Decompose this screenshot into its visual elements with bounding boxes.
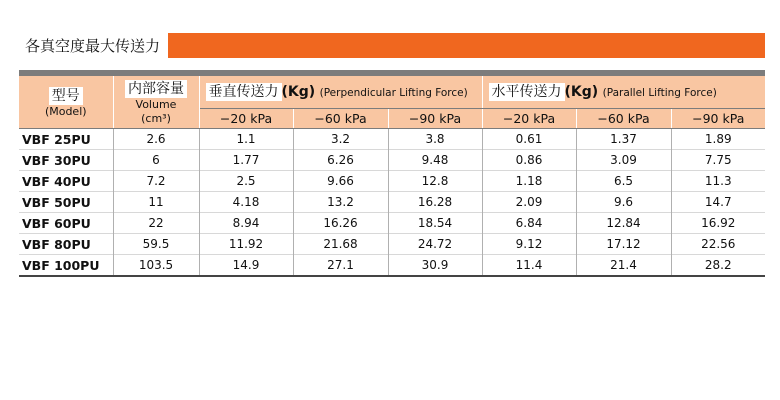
force-cell: 17.12 <box>576 234 671 255</box>
volume-cell: 103.5 <box>113 255 199 277</box>
force-cell: 9.48 <box>388 150 482 171</box>
table-row <box>19 213 765 234</box>
force-cell: 28.2 <box>704 258 732 272</box>
force-cell: 21.4 <box>576 255 671 277</box>
volume-cell: 22 <box>113 213 199 234</box>
header-volume <box>113 76 199 129</box>
header-pressure: −90 kPa <box>671 109 765 129</box>
force-cell: 1.37 <box>576 129 671 150</box>
table-row <box>19 192 765 213</box>
force-cell: 14.7 <box>704 195 732 209</box>
header-volume-en: Volume <box>135 98 177 111</box>
force-cell: 7.75 <box>704 153 732 167</box>
table-body <box>19 129 765 277</box>
model-cell: VBF 30PU <box>19 150 113 171</box>
header-par-en: (Parallel Lifting Force) <box>602 87 717 99</box>
force-cell: 16.92 <box>701 216 736 230</box>
header-pressure: −60 kPa <box>576 109 671 129</box>
header-model-cn: 型号 <box>49 87 83 105</box>
force-cell: 1.89 <box>704 132 732 146</box>
header-perpendicular <box>199 76 482 109</box>
volume-cell: 6 <box>113 150 199 171</box>
force-cell: 1.18 <box>482 171 576 192</box>
force-cell: 2.5 <box>199 171 293 192</box>
force-cell: 12.8 <box>388 171 482 192</box>
force-cell: 6.5 <box>576 171 671 192</box>
force-cell: 18.54 <box>388 213 482 234</box>
force-cell: 2.09 <box>482 192 576 213</box>
model-cell: VBF 40PU <box>19 171 113 192</box>
force-cell: 9.6 <box>576 192 671 213</box>
force-cell: 11.4 <box>482 255 576 277</box>
force-cell: 27.1 <box>293 255 388 277</box>
force-cell: 24.72 <box>388 234 482 255</box>
force-cell: 22.56 <box>701 237 736 251</box>
force-cell: 3.8 <box>388 129 482 150</box>
table-row <box>19 255 765 277</box>
model-cell: VBF 80PU <box>19 234 113 255</box>
force-cell: 13.2 <box>293 192 388 213</box>
volume-cell: 59.5 <box>113 234 199 255</box>
header-model-en: (Model) <box>44 105 87 118</box>
page-title: 各真空度最大传送力 <box>19 33 169 58</box>
header-pressure: −90 kPa <box>388 109 482 129</box>
force-cell: 0.61 <box>482 129 576 150</box>
lifting-force-table <box>19 70 765 277</box>
force-cell: 1.1 <box>199 129 293 150</box>
force-cell: 11.92 <box>199 234 293 255</box>
force-cell: 30.9 <box>388 255 482 277</box>
model-cell: VBF 60PU <box>19 213 113 234</box>
force-cell: 1.77 <box>199 150 293 171</box>
header-perp-cn: 垂直传送力 <box>206 83 282 101</box>
table-row <box>19 234 765 255</box>
header-pressure: −20 kPa <box>482 109 576 129</box>
title-bar <box>19 33 765 58</box>
force-cell: 12.84 <box>576 213 671 234</box>
force-cell: 6.26 <box>293 150 388 171</box>
force-cell: 0.86 <box>482 150 576 171</box>
force-cell: 9.66 <box>293 171 388 192</box>
table-row <box>19 129 765 150</box>
volume-cell: 11 <box>113 192 199 213</box>
force-cell: 14.9 <box>199 255 293 277</box>
header-volume-unit: (cm³) <box>141 112 171 125</box>
force-cell: 6.84 <box>482 213 576 234</box>
force-cell: 3.2 <box>293 129 388 150</box>
header-volume-cn: 内部容量 <box>125 80 187 98</box>
model-cell: VBF 100PU <box>19 255 113 277</box>
force-cell: 8.94 <box>199 213 293 234</box>
force-cell: 16.26 <box>293 213 388 234</box>
model-cell: VBF 50PU <box>19 192 113 213</box>
table-row <box>19 150 765 171</box>
force-cell: 11.3 <box>704 174 732 188</box>
volume-cell: 2.6 <box>113 129 199 150</box>
header-perp-en: (Perpendicular Lifting Force) <box>319 87 468 99</box>
force-cell: 16.28 <box>388 192 482 213</box>
model-cell: VBF 25PU <box>19 129 113 150</box>
force-cell: 21.68 <box>293 234 388 255</box>
volume-cell: 7.2 <box>113 171 199 192</box>
header-model <box>19 76 113 129</box>
header-pressure: −20 kPa <box>199 109 293 129</box>
header-par-unit: (Kg) <box>564 84 599 100</box>
header-par-cn: 水平传送力 <box>489 83 565 101</box>
header-pressure: −60 kPa <box>293 109 388 129</box>
force-cell: 4.18 <box>199 192 293 213</box>
header-perp-unit: (Kg) <box>281 84 316 100</box>
force-cell: 3.09 <box>576 150 671 171</box>
force-cell: 9.12 <box>482 234 576 255</box>
table-row <box>19 171 765 192</box>
header-parallel <box>482 76 765 109</box>
